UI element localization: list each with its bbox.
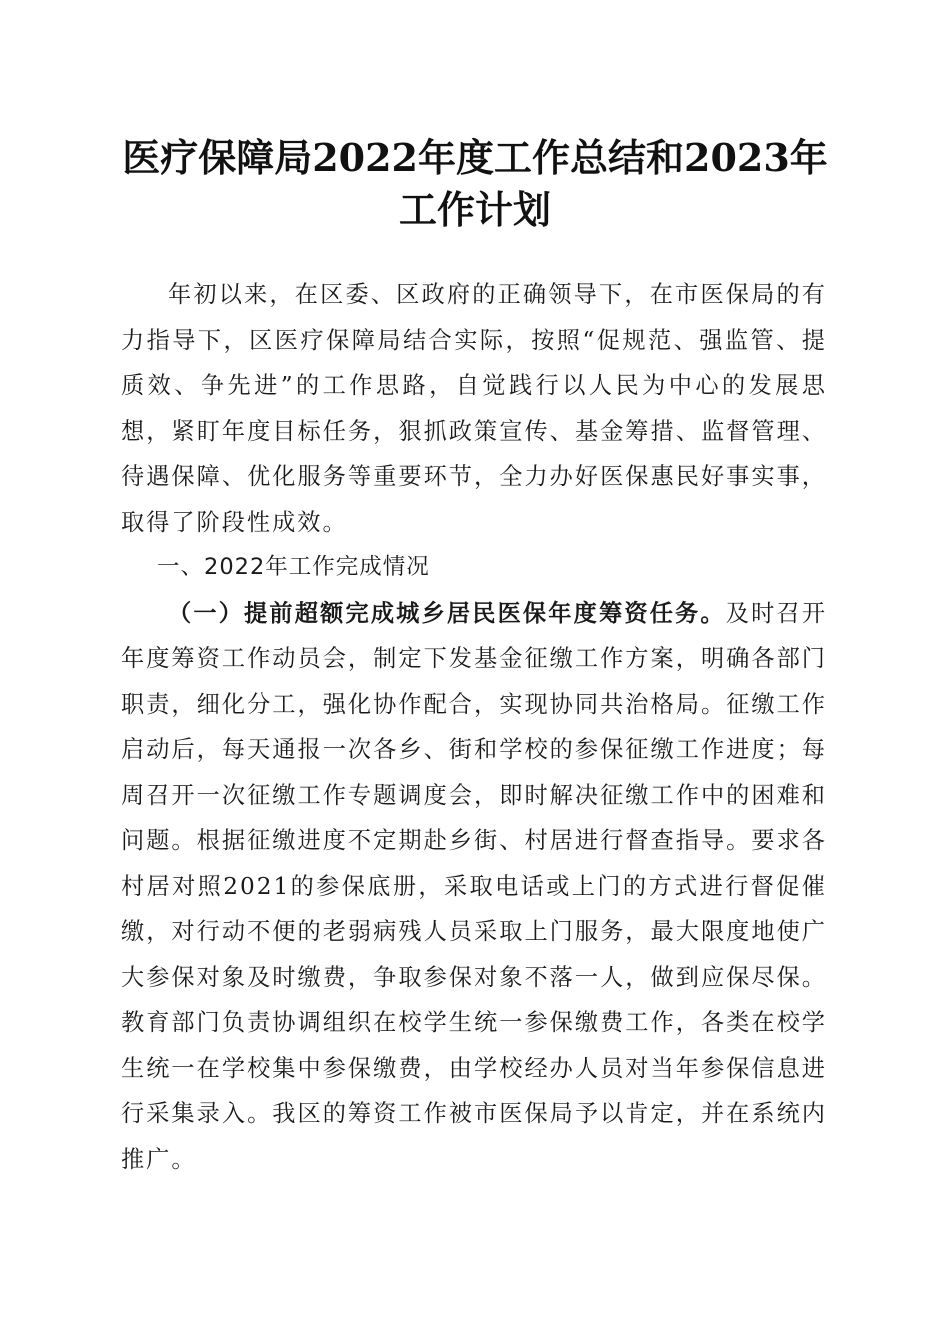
subsection-paragraph-1: [121, 591, 827, 1183]
section-heading-1: 一、2022年工作完成情况: [157, 554, 430, 580]
subsection-text-1: 及时召开年度筹资工作动员会，制定下发基金征缴工作方案，明确各部门职责，细化分工，强化协作配合，实现协同共治格局。征缴工作启动后，每天通报一次各乡、街和学校的参保征缴工作进度；每周召开一次征缴工作专题调度会，即时解决征缴工作中的困难和问题。根据征缴进度不定期赴乡街、村居进行督查指导。要求各村居对照2021的参保底册，采取电话或上门的方式进行督促催缴，对行动不便的老弱病残人员采取上门服务，最大限度地使广大参保对象及时缴费，争取参保对象不落一人，做到应保尽保。教育部门负责协调组织在校学生统一参保缴费工作，各类在校学生统一在学校集中参保缴费，由学校经办人员对当年参保信息进行采集录入。我区的筹资工作被市医保局予以肯定，并在系统内推广。: [121, 599, 828, 1173]
document-body: [121, 272, 827, 1182]
document-title: 医疗保障局2022年度工作总结和2023年工作计划: [122, 135, 828, 232]
intro-paragraph: 年初以来，在区委、区政府的正确领导下，在市医保局的有力指导下，区医疗保障局结合实际，按照“促规范、强监管、提质效、争先进”的工作思路，自觉践行以人民为中心的发展思想，紧盯年度目标任务，狠抓政策宣传、基金筹措、监督管理、待遇保障、优化服务等重要环节，全力办好医保惠民好事实事，取得了阶段性成效。: [121, 281, 827, 536]
subsection-heading-1: （一）提前超额完成城乡居民医保年度筹资任务。: [168, 599, 726, 627]
